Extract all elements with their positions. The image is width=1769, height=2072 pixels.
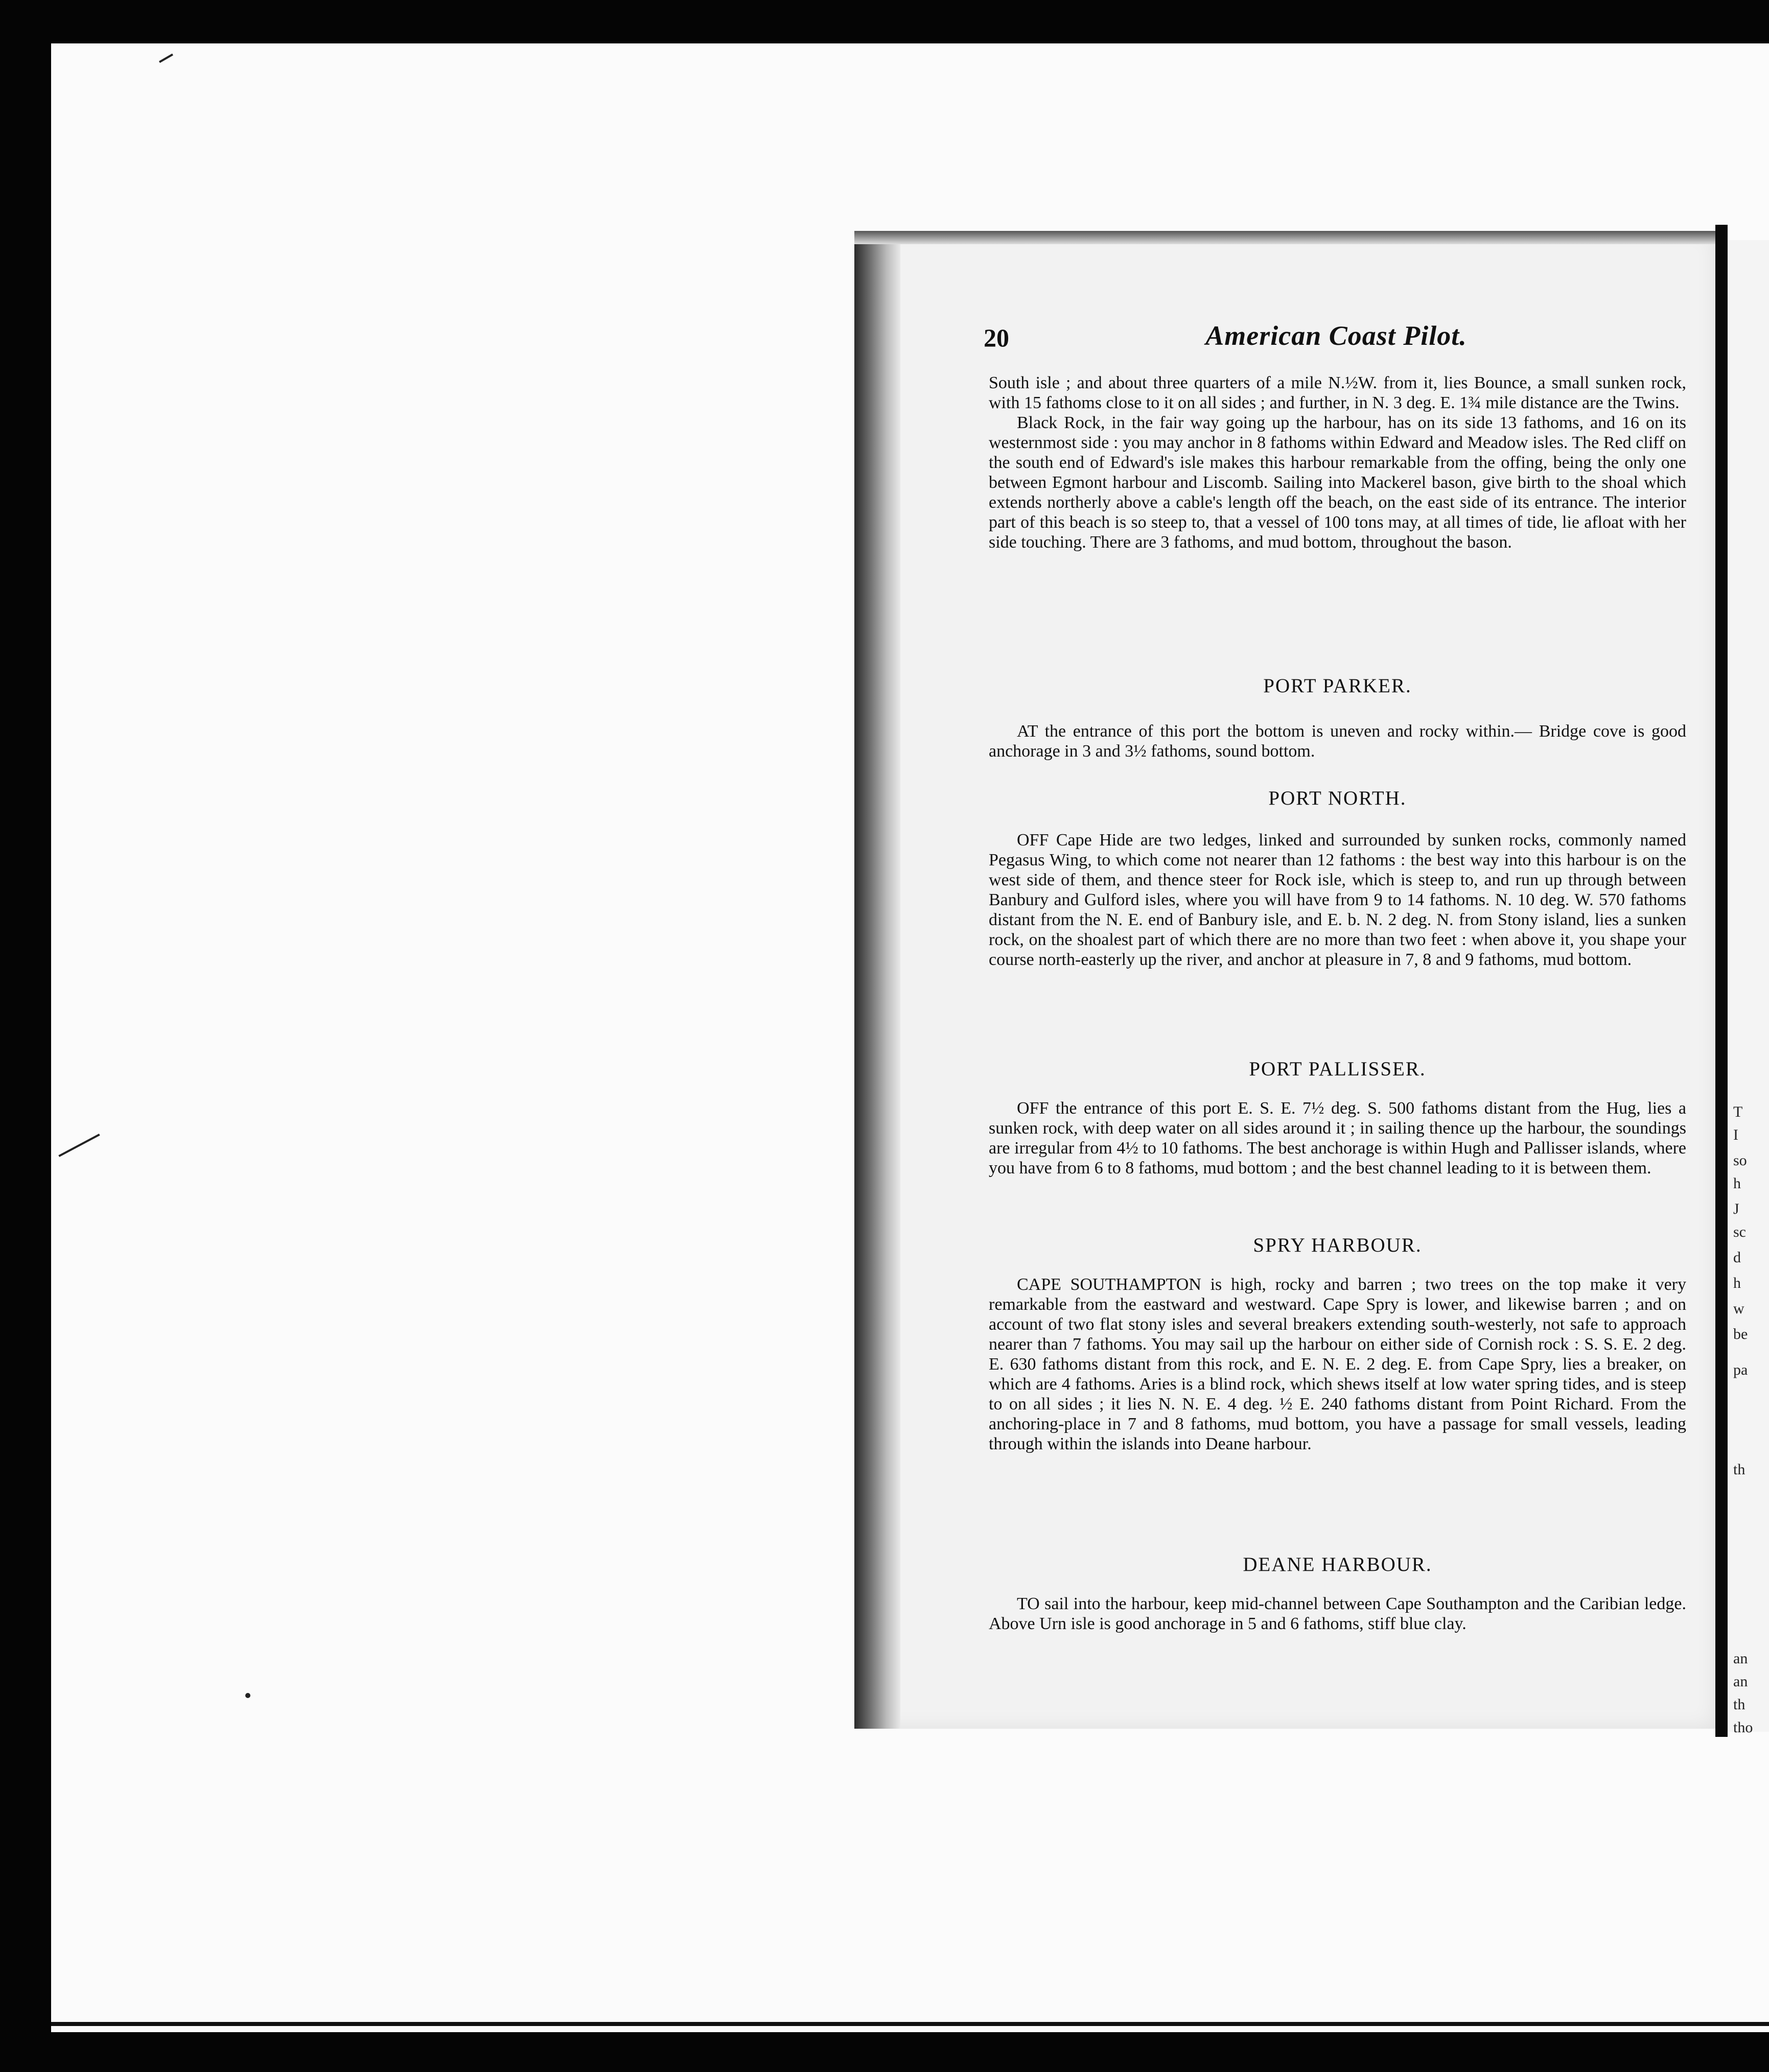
adjacent-page-fragment: th (1733, 1461, 1745, 1478)
adjacent-page-fragment: J (1733, 1200, 1739, 1217)
section-body (989, 1594, 1686, 1634)
adjacent-page-fragment: h (1733, 1175, 1741, 1192)
adjacent-page-fragment: pa (1733, 1361, 1748, 1378)
adjacent-page-fragment: I (1733, 1126, 1738, 1143)
section-heading: SPRY HARBOUR. (1253, 1234, 1422, 1256)
section-body (989, 721, 1686, 761)
adjacent-page-fragment: an (1733, 1673, 1748, 1690)
page-header (984, 320, 1689, 361)
adjacent-page-fragment: tho (1733, 1719, 1753, 1736)
adjacent-page-fragment: sc (1733, 1223, 1746, 1240)
adjacent-page-fragment: h (1733, 1275, 1741, 1291)
book-gutter (1715, 225, 1728, 1737)
section-heading: PORT PARKER. (1263, 675, 1412, 697)
scan-speck (245, 1693, 250, 1698)
paragraph: Black Rock, in the fair way going up the harbour, has on its side 13 fathoms, and 16 on its westernmost side : you may anchor in 8 fathoms within Edward and Meadow isles. The Red cliff on the south end of Edward's isle makes this harbour remarkable from the offing, being the only one between Egmont harbour and Liscomb. Sailing into Mackerel bason, give birth to the shoal which extends northerly above a cable's length off the beach, on the east side of its entrance. The interior part of this beach is so steep to, that a vessel of 100 tons may, at all times of tide, lie afloat with her side touching. There are 3 fathoms, and mud bottom, throughout the bason. (989, 413, 1686, 552)
paragraph: AT the entrance of this port the bottom is uneven and rocky within.— Bridge cove is good anchorage in 3 and 3½ fathoms, sound bottom. (989, 722, 1686, 761)
scan-frame-bottom (0, 2032, 1769, 2072)
paragraph: OFF the entrance of this port E. S. E. 7½ deg. S. 500 fathoms distant from the Hug, lies a sunken rock, with deep water on all sides around it ; in sailing thence up the harbour, the soundings are irregular from 4½ to 10 fathoms. The best anchorage is within Hugh and Pallisser islands, where you have from 6 to 8 fathoms, mud bottom ; and the best channel leading to it is between them. (989, 1099, 1686, 1178)
section-body (989, 373, 1686, 552)
paragraph: OFF Cape Hide are two ledges, linked and surrounded by sunken rocks, commonly named Pegasus Wing, to which come not nearer than 12 fathoms : the best way into this harbour is on the west side of them, and thence steer for Rock isle, which is steep to, and run up through between Banbury and Gulford isles, where you will have from 9 to 14 fathoms. N. 10 deg. W. 570 fathoms distant from the N. E. end of Banbury isle, and E. b. N. 2 deg. N. from Stony island, lies a sunken rock, on the shoalest part of which there are no more than two feet : when above it, you shape your course north-easterly up the river, and anchor at pleasure in 7, 8 and 9 fathoms, mud bottom. (989, 831, 1686, 969)
adjacent-page (1728, 240, 1769, 1732)
section-body (989, 830, 1686, 970)
paragraph: TO sail into the harbour, keep mid-channel between Cape Southampton and the Caribian ledge. Above Urn isle is good anchorage in 5 and 6 fathoms, stiff blue clay. (989, 1594, 1686, 1633)
section-heading: PORT PALLISSER. (1249, 1058, 1426, 1080)
adjacent-page-fragment: w (1733, 1300, 1744, 1317)
adjacent-page-fragment: be (1733, 1326, 1748, 1343)
page-top-edge (854, 231, 1715, 244)
section-body (989, 1098, 1686, 1178)
section-heading: PORT NORTH. (1268, 787, 1407, 809)
scan-frame-left (0, 0, 51, 2072)
section-body (989, 1275, 1686, 1454)
section-heading: DEANE HARBOUR. (1243, 1553, 1432, 1575)
book-spine-shadow (854, 231, 900, 1729)
scan-frame-line (51, 2022, 1769, 2026)
adjacent-page-fragment: so (1733, 1152, 1747, 1169)
adjacent-page-fragment: th (1733, 1696, 1745, 1713)
adjacent-page-fragment: T (1733, 1103, 1743, 1120)
adjacent-page-fragment: d (1733, 1249, 1741, 1266)
scan-frame-top (0, 0, 1769, 43)
paragraph: South isle ; and about three quarters of a mile N.½W. from it, lies Bounce, a small sunken rock, with 15 fathoms close to it on all sides ; and further, in N. 3 deg. E. 1¾ mile distance are the Twins. (989, 373, 1686, 412)
page-number: 20 (984, 323, 1009, 352)
adjacent-page-fragment: an (1733, 1650, 1748, 1667)
running-title: American Coast Pilot. (1205, 320, 1467, 351)
paragraph: CAPE SOUTHAMPTON is high, rocky and barren ; two trees on the top make it very remarkable from the eastward and westward. Cape Spry is lower, and likewise barren ; and on account of two flat stony isles and several breakers extending south-westerly, not safe to approach nearer than 7 fathoms. You may sail up the harbour on either side of Cornish rock : S. S. E. 2 deg. E. 630 fathoms distant from this rock, and E. N. E. 2 deg. E. from Cape Spry, lies a breaker, on which are 4 fathoms. Aries is a blind rock, which shews itself at low water spring tides, and is steep to on all sides ; it lies N. N. E. 4 deg. ½ E. 240 fathoms distant from Point Richard. From the anchoring-place in 7 and 8 fathoms, mud bottom, you have a passage for small vessels, leading through within the islands into Deane harbour. (989, 1275, 1686, 1453)
